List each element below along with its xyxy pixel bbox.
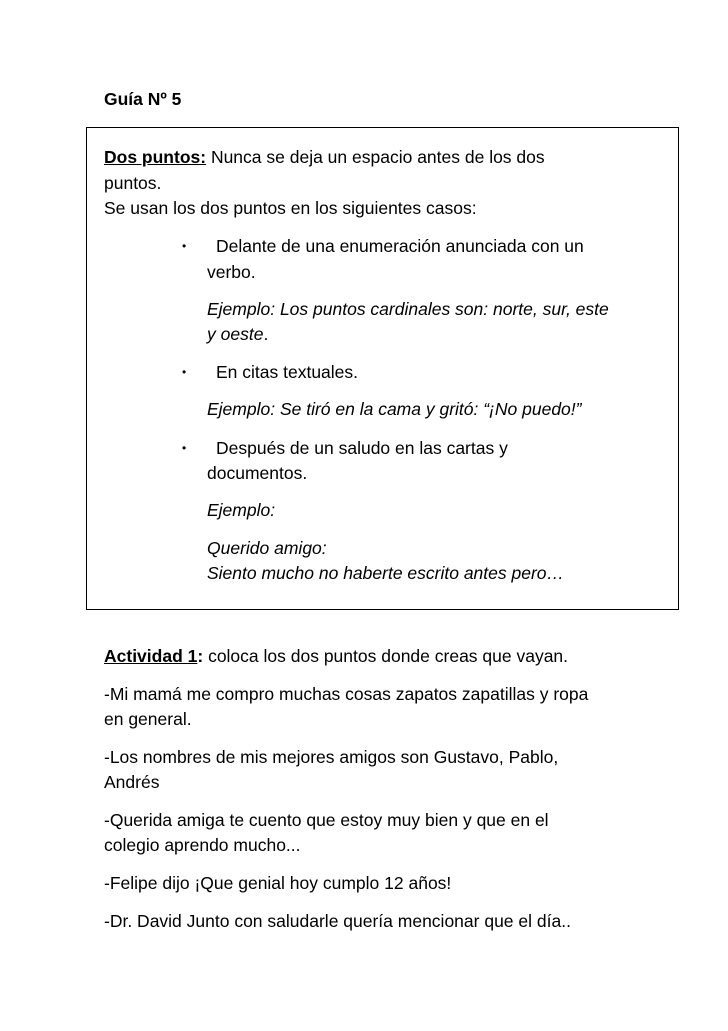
activity-instruction: coloca los dos puntos donde creas que vayan. xyxy=(203,646,569,666)
sentence2-line1: -Los nombres de mis mejores amigos son Gustavo, Pablo, xyxy=(104,747,559,767)
example1-line2-wrap xyxy=(207,322,268,346)
activity-heading-line xyxy=(104,644,568,668)
sentence2-line2: Andrés xyxy=(104,772,160,792)
example2-line1: Ejemplo: Se tiró en la cama y gritó: “¡No puedo!” xyxy=(207,399,582,419)
rule-intro-3: Se usan los dos puntos en los siguientes casos: xyxy=(104,198,477,218)
sentence3-line2: colegio aprendo mucho... xyxy=(104,835,301,855)
bullet-icon: • xyxy=(182,239,187,253)
sentence1-line2: en general. xyxy=(104,709,192,729)
item1-line1: Delante de una enumeración anunciada con un xyxy=(216,236,584,256)
item2-line1: En citas textuales. xyxy=(216,362,359,382)
example3-line1: Querido amigo: xyxy=(207,538,327,558)
activity-heading-colon: : xyxy=(197,646,204,666)
bullet-icon: • xyxy=(182,441,187,455)
sentence5-line1: -Dr. David Junto con saludarle quería mencionar que el día.. xyxy=(104,911,571,931)
example1-line1: Ejemplo: Los puntos cardinales son: norte, sur, este xyxy=(207,299,609,319)
bullet-icon: • xyxy=(182,365,187,379)
item3-line2: documentos. xyxy=(207,463,308,483)
rule-heading: Dos puntos: xyxy=(104,147,207,167)
activity-heading: Actividad 1 xyxy=(104,646,198,666)
page-title: Guía Nº 5 xyxy=(104,89,182,109)
rule-intro-2: puntos. xyxy=(104,173,162,193)
sentence1-line1: -Mi mamá me compro muchas cosas zapatos zapatillas y ropa xyxy=(104,684,589,704)
example3-line2: Siento mucho no haberte escrito antes pero… xyxy=(207,563,565,583)
item1-line2: verbo. xyxy=(207,262,256,282)
sentence4-line1: -Felipe dijo ¡Que genial hoy cumplo 12 años! xyxy=(104,873,452,893)
example1-period: . xyxy=(263,324,269,344)
rule-intro-1: Nunca se deja un espacio antes de los dos xyxy=(206,147,545,167)
item3-line1: Después de un saludo en las cartas y xyxy=(216,438,508,458)
example1-line2: y oeste xyxy=(207,324,264,344)
example3-label: Ejemplo: xyxy=(207,500,276,520)
sentence3-line1: -Querida amiga te cuento que estoy muy bien y que en el xyxy=(104,810,549,830)
rule-heading-line xyxy=(104,145,545,169)
